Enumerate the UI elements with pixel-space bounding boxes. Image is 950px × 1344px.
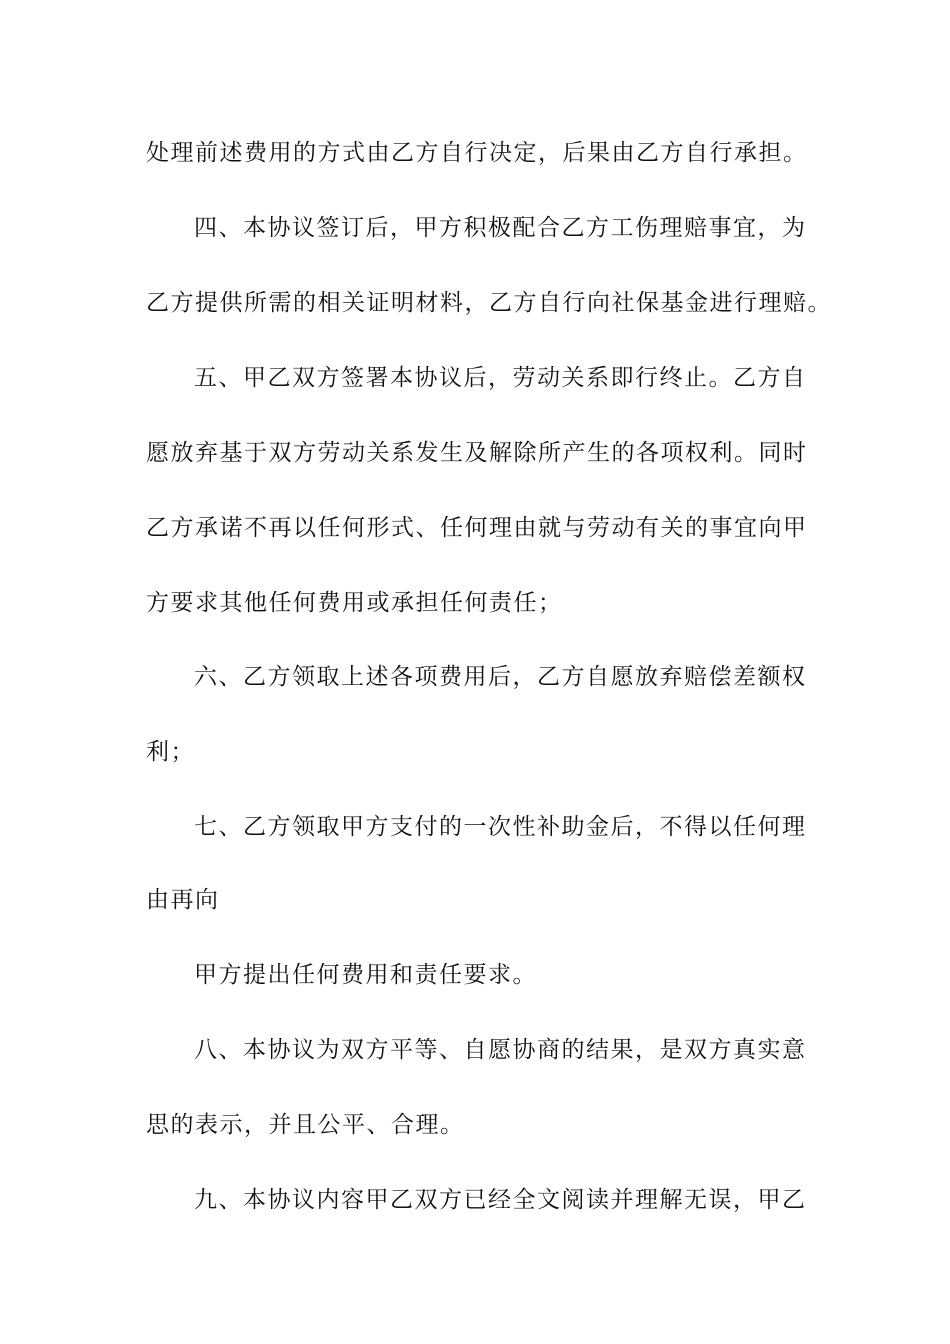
- text-line-13: 八、本协议为双方平等、自愿协商的结果，是双方真实意: [194, 1037, 807, 1063]
- text-line-5: 愿放弃基于双方劳动关系发生及解除所产生的各项权利。同时: [146, 440, 808, 466]
- text-line-11: 由再向: [146, 887, 220, 913]
- text-line-3: 乙方提供所需的相关证明材料，乙方自行向社保基金进行理赔。: [146, 290, 832, 316]
- text-line-15: 九、本协议内容甲乙双方已经全文阅读并理解无误，甲乙: [194, 1187, 807, 1213]
- text-line-14: 思的表示，并且公平、合理。: [146, 1112, 465, 1138]
- text-line-8: 六、乙方领取上述各项费用后，乙方自愿放弃赔偿差额权: [194, 664, 807, 690]
- text-line-2: 四、本协议签订后，甲方积极配合乙方工伤理赔事宜，为: [194, 215, 807, 241]
- text-line-7: 方要求其他任何费用或承担任何责任；: [146, 590, 563, 616]
- text-line-4: 五、甲乙双方签署本协议后，劳动关系即行终止。乙方自: [194, 365, 807, 391]
- text-line-1: 处理前述费用的方式由乙方自行决定，后果由乙方自行承担。: [146, 140, 808, 166]
- text-line-12: 甲方提出任何费用和责任要求。: [194, 962, 537, 988]
- text-line-6: 乙方承诺不再以任何形式、任何理由就与劳动有关的事宜向甲: [146, 515, 808, 541]
- text-line-10: 七、乙方领取甲方支付的一次性补助金后，不得以任何理: [194, 814, 807, 840]
- text-line-9: 利；: [146, 739, 195, 765]
